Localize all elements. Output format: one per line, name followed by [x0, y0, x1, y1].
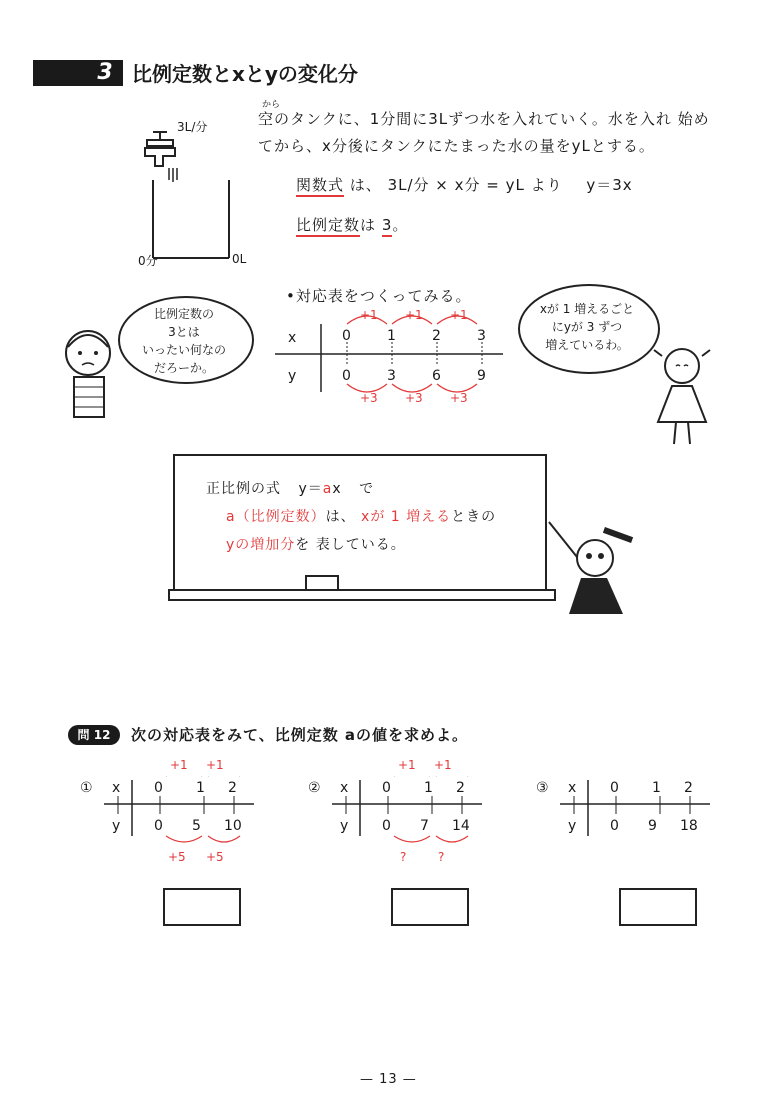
- constant-value: 3: [382, 216, 393, 237]
- demo-y-label: y: [288, 368, 297, 384]
- section-title: 比例定数とxとyの変化分: [132, 62, 358, 86]
- function-middle: は、 3L/分 × x分 = yL より: [349, 176, 563, 194]
- ruby-kara: から: [262, 100, 281, 110]
- page-number: — 13 —: [360, 1072, 417, 1087]
- function-formula-line: [296, 172, 633, 198]
- demo-table: [275, 310, 505, 405]
- question-text: 次の対応表をみて、比例定数 aの値を求めよ。: [131, 726, 469, 744]
- answer-box-2[interactable]: [391, 888, 469, 926]
- demo-y-diff: +3: [360, 391, 378, 405]
- table-demo-heading: •対応表をつくってみる。: [286, 287, 472, 305]
- intro-line-2: てから、x分後にタンクにたまった水の量をyLとする。: [258, 137, 655, 155]
- eraser: [305, 575, 339, 591]
- demo-y-value: 9: [477, 368, 486, 384]
- constant-end: 。: [392, 216, 409, 234]
- board-line-2: a（比例定数）は、 xが 1 増えるときの: [226, 509, 497, 525]
- table-mark: ③: [536, 780, 549, 796]
- table-mark: ②: [308, 780, 321, 796]
- function-label: 関数式: [296, 176, 344, 197]
- table-grid: [104, 776, 264, 856]
- demo-x-diff: +1: [360, 308, 378, 322]
- demo-y-diff: +3: [450, 391, 468, 405]
- demo-x-diff: +1: [405, 308, 423, 322]
- question-table-3: ③ x y 0 1 2 0 9 18: [536, 776, 716, 876]
- girl-illustration: [652, 342, 712, 452]
- speech-bubble-right-text: xが 1 増えるごと にyが 3 ずつ 増えているわ。: [539, 302, 635, 352]
- tank-illustration: [125, 118, 260, 273]
- boy-illustration: [60, 325, 122, 425]
- constant-label: 比例定数: [296, 216, 360, 237]
- table-grid: [560, 776, 720, 856]
- table-grid: [332, 776, 492, 856]
- speech-bubble-left-text: 比例定数の 3とは いったい何なの だろーか。: [141, 307, 226, 375]
- tap-rate-label: 3L/分: [177, 120, 208, 134]
- board-line-3: yの増加分を 表している。: [226, 537, 406, 553]
- answer-box-1[interactable]: [163, 888, 241, 926]
- tank-time-label: 0分: [138, 254, 158, 268]
- question-table-1: ① x y 0 1 2 0 5 10 +1 +1 +5 +5: [80, 776, 260, 876]
- question-tag: 問 12: [68, 725, 120, 745]
- demo-x-diff: +1: [450, 308, 468, 322]
- blackboard-ledge: [168, 589, 556, 601]
- demo-x-value: 0: [342, 328, 351, 344]
- board-line-1: 正比例の式 y＝ax で: [206, 481, 375, 497]
- demo-x-value: 1: [387, 328, 396, 344]
- teacher-illustration: [545, 518, 640, 618]
- constant-middle: は: [360, 216, 377, 234]
- answer-box-3[interactable]: [619, 888, 697, 926]
- function-result: y＝3x: [586, 176, 633, 194]
- demo-x-value: 3: [477, 328, 486, 344]
- demo-x-label: x: [288, 330, 297, 346]
- demo-y-value: 0: [342, 368, 351, 384]
- intro-line-1: 空のタンクに、1分間に3Lずつ水を入れていく。水を入れ 始め: [258, 110, 710, 128]
- demo-y-value: 3: [387, 368, 396, 384]
- demo-y-value: 6: [432, 368, 441, 384]
- constant-line: [296, 212, 408, 238]
- demo-y-diff: +3: [405, 391, 423, 405]
- question-table-2: ② x y 0 1 2 0 7 14 +1 +1 ? ?: [308, 776, 488, 876]
- section-number: 3: [97, 60, 113, 85]
- tank-volume-label: 0L: [232, 252, 247, 266]
- demo-x-value: 2: [432, 328, 441, 344]
- table-mark: ①: [80, 780, 93, 796]
